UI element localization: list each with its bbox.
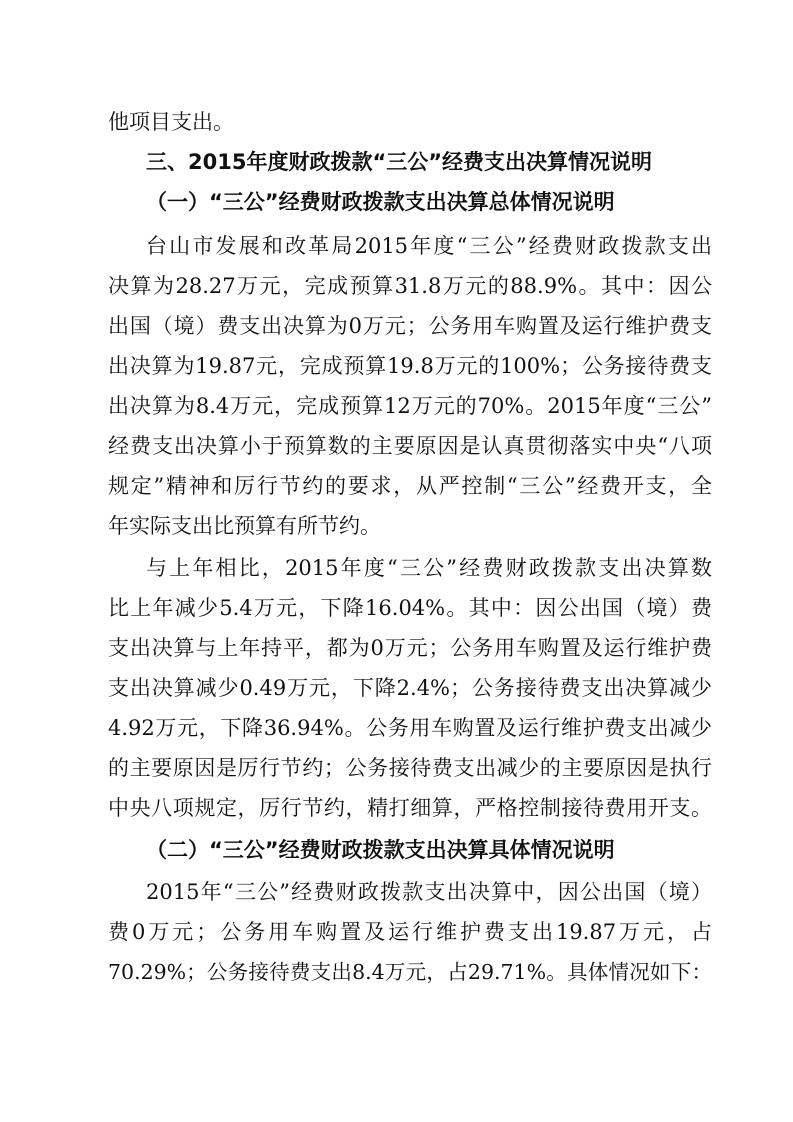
paragraph-line: 决算为28.27万元，完成预算31.8万元的88.9%。其中：因公 [108, 274, 712, 298]
paragraph-line: 的主要原因是厉行节约；公务接待费支出减少的主要原因是执行 [108, 756, 712, 780]
paragraph-line: 比上年减少5.4万元，下降16.04%。其中：因公出国（境）费 [108, 596, 712, 620]
paragraph-line: 支出决算与上年持平，都为0万元；公务用车购置及运行维护费 [108, 636, 712, 660]
paragraph-line: 规定”精神和厉行节约的要求，从严控制“三公”经费开支，全 [108, 474, 712, 498]
paragraph-line: 台山市发展和改革局2015年度“三公”经费财政拨款支出 [146, 234, 712, 258]
paragraph-line: 经费支出决算小于预算数的主要原因是认真贯彻落实中央“八项 [108, 434, 712, 458]
subsection-heading: （一）“三公”经费财政拨款支出决算总体情况说明 [146, 190, 615, 214]
subsection-heading: （二）“三公”经费财政拨款支出决算具体情况说明 [146, 838, 615, 862]
paragraph-line: 出国（境）费支出决算为0万元；公务用车购置及运行维护费支 [108, 314, 712, 338]
paragraph-line: 出决算为8.4万元，完成预算12万元的70%。2015年度“三公” [108, 394, 712, 418]
paragraph-line: 4.92万元，下降36.94%。公务用车购置及运行维护费支出减少 [108, 716, 712, 740]
paragraph-line: 70.29%；公务接待费支出8.4万元，占29.71%。具体情况如下： [108, 960, 712, 984]
paragraph-line: 出决算为19.87元，完成预算19.8万元的100%；公务接待费支 [108, 354, 712, 378]
paragraph-line: 中央八项规定，厉行节约，精打细算，严格控制接待费用开支。 [108, 796, 712, 820]
paragraph-line: 2015年“三公”经费财政拨款支出决算中，因公出国（境） [146, 880, 712, 904]
section-heading: 三、2015年度财政拨款“三公”经费支出决算情况说明 [146, 150, 653, 174]
paragraph-line: 费0万元；公务用车购置及运行维护费支出19.87万元，占 [108, 920, 712, 944]
paragraph-line: 年实际支出比预算有所节约。 [108, 514, 381, 538]
paragraph-line: 他项目支出。 [108, 110, 234, 134]
paragraph-line: 与上年相比，2015年度“三公”经费财政拨款支出决算数 [146, 556, 712, 580]
paragraph-line: 支出决算减少0.49万元，下降2.4%；公务接待费支出决算减少 [108, 676, 712, 700]
